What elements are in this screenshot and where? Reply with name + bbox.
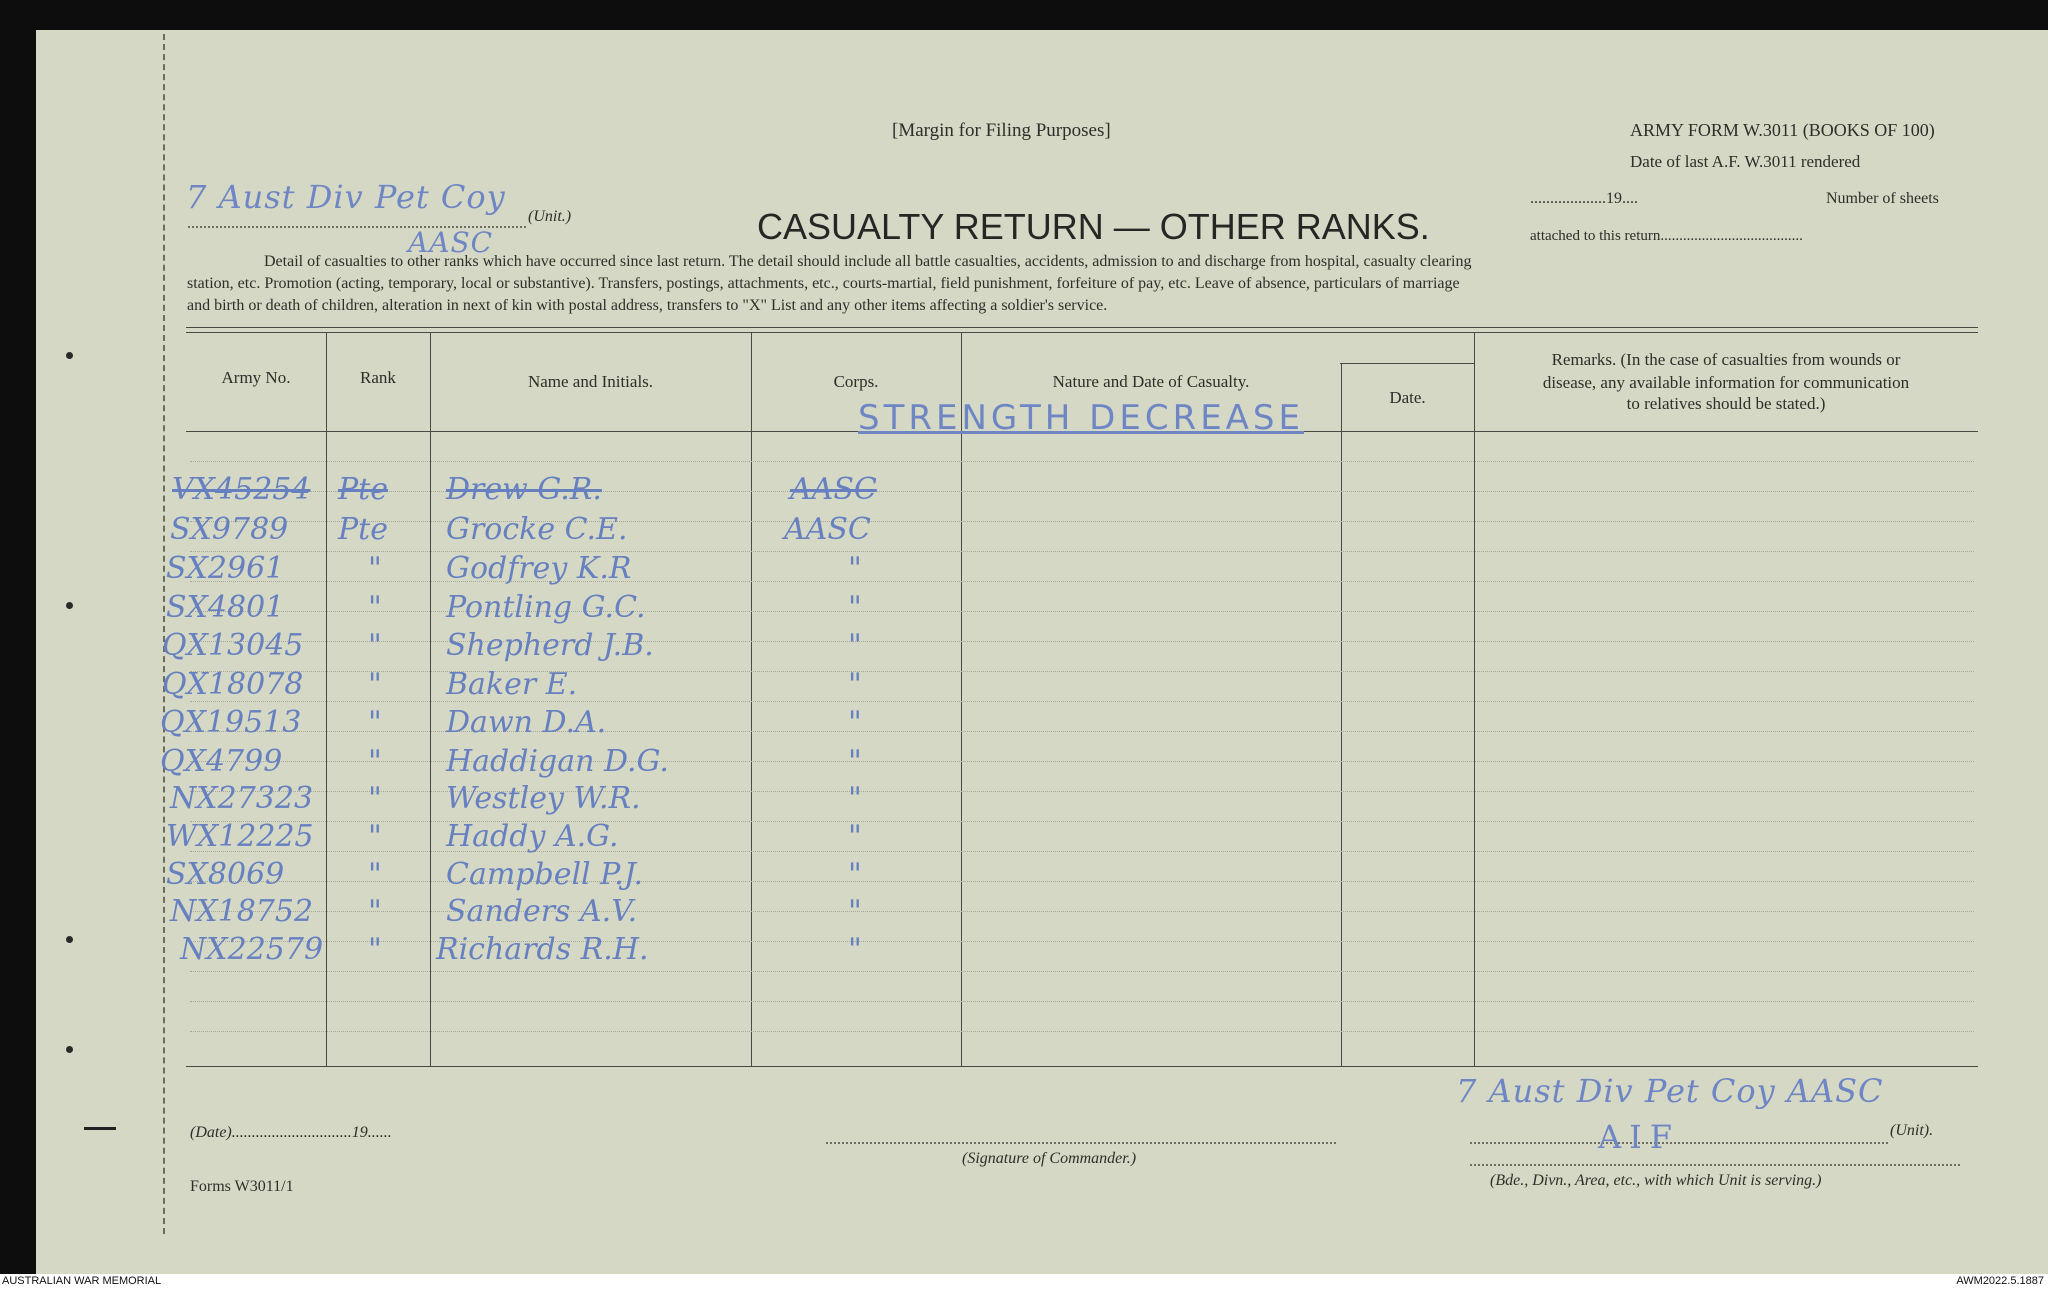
rank-cell: " [368,857,382,892]
army-no-cell: QX18078 [162,667,304,702]
name-cell: Pontling G.C. [446,590,646,625]
col-header-name: Name and Initials. [527,372,654,391]
corps-cell: " [848,857,862,892]
ruled-line [190,1031,1974,1032]
corps-cell: " [848,932,862,967]
binder-hole [66,1046,73,1053]
army-no-cell: NX22579 [180,932,324,967]
col-divider [751,332,752,1066]
corps-cell: AASC [790,472,877,507]
army-no-cell: SX9789 [170,512,289,547]
rank-cell: " [368,819,382,854]
footer-unit: (Unit). [1890,1122,1934,1139]
rank-cell: " [368,590,382,625]
rank-cell: " [368,628,382,663]
army-no-cell: SX4801 [166,590,285,625]
rank-cell: Pte [338,472,388,507]
corps-cell: " [848,628,862,663]
army-no-cell: VX45254 [172,472,311,507]
col-header-date: Date. [1389,388,1426,407]
instructions-line-1: Detail of casualties to other ranks which have occurred since last return. The detail should include all battle casualties, accidents, admission to and discharge from hospital, casualty clearing [264,253,1472,270]
name-cell: Sanders A.V. [446,894,638,929]
archive-id: AWM2022.5.1887 [1956,1275,2044,1287]
date-last-label: Date of last A.F. W.3011 rendered [1630,152,1861,171]
rank-cell: " [368,551,382,586]
bde-line [1470,1164,1960,1166]
ruled-line [190,971,1974,972]
corps-cell: " [848,781,862,816]
name-cell: Grocke C.E. [446,512,628,547]
handwritten-unit-bottom: 7 Aust Div Pet Coy AASC [1456,1072,1884,1110]
corps-cell: " [848,590,862,625]
page-title: CASUALTY RETURN — OTHER RANKS. [757,206,1430,247]
name-cell: Haddy A.G. [446,819,619,854]
binder-mark [84,1127,116,1130]
rank-cell: " [368,667,382,702]
ruled-line [190,461,1974,462]
margin-note: [Margin for Filing Purposes] [892,120,1111,141]
col-divider [961,332,962,1066]
form-id: ARMY FORM W.3011 (BOOKS OF 100) [1630,120,1935,140]
corps-cell: " [848,819,862,854]
archive-footer [0,1274,2048,1291]
handwritten-unit-corps: AASC [408,226,494,259]
army-no-cell: SX8069 [166,857,285,892]
col-header-remarks-2: disease, any available information for communication [1542,373,1910,392]
corps-cell: " [848,705,862,740]
rank-cell: " [368,705,382,740]
handwritten-strength-decrease: STRENGTH DECREASE [858,398,1305,438]
name-cell: Baker E. [446,667,578,702]
name-cell: Godfrey K.R [446,551,632,586]
corps-cell: " [848,894,862,929]
table-bottom-rule [186,1066,1978,1067]
rank-cell: " [368,932,382,967]
army-no-cell: SX2961 [166,551,285,586]
footer-bde: (Bde., Divn., Area, etc., with which Unit is serving.) [1490,1172,1822,1189]
table-top-rule-2 [186,332,1978,333]
army-no-cell: WX12225 [166,819,314,854]
col-header-rank: Rank [360,368,396,387]
corps-cell: " [848,667,862,702]
forms-code: Forms W3011/1 [190,1178,294,1195]
name-cell: Haddigan D.G. [446,744,669,779]
col-header-remarks-3: to relatives should be stated.) [1626,394,1826,413]
handwritten-unit: 7 Aust Div Pet Coy [186,178,506,216]
name-cell: Drew G.R. [446,472,602,507]
footer-date: (Date)..............................19...... [190,1124,392,1141]
name-cell: Campbell P.J. [446,857,644,892]
binder-hole [66,602,73,609]
col-divider [1341,363,1342,1066]
instructions-line-2: station, etc. Promotion (acting, temporary, local or substantive). Transfers, postings, attachments, etc., courts-martial, field punishment, forfeiture of pay, etc. Leave of absence, particulars of marriage [187,275,1460,292]
army-no-cell: NX27323 [170,781,314,816]
instructions-line-3: and birth or death of children, alteration in next of kin with postal address, transfers to "X" List and any other items affecting a soldier's service. [187,297,1108,314]
name-cell: Dawn D.A. [446,705,607,740]
attached-label: attached to this return...................................... [1530,228,1803,244]
col-header-corps: Corps. [833,372,879,391]
handwritten-aif: AIF [1598,1118,1680,1156]
army-no-cell: QX13045 [162,628,304,663]
sheets-label: Number of sheets [1826,190,1939,207]
col-divider [430,332,431,1066]
unit-label: (Unit.) [528,208,572,225]
col-divider [326,332,327,1066]
rank-cell: " [368,781,382,816]
corps-cell: AASC [784,512,871,547]
name-cell: Shepherd J.B. [446,628,654,663]
signature-line [826,1142,1336,1144]
archive-credit: AUSTRALIAN WAR MEMORIAL [2,1275,162,1287]
date-subheader-rule [1340,363,1474,364]
army-no-cell: QX19513 [160,705,302,740]
army-no-cell: QX4799 [160,744,283,779]
ruled-line [190,1001,1974,1002]
rank-cell: " [368,894,382,929]
footer-signature: (Signature of Commander.) [962,1150,1137,1167]
col-header-nature: Nature and Date of Casualty. [1052,372,1250,391]
col-header-army-no: Army No. [221,368,291,387]
name-cell: Richards R.H. [436,932,649,967]
corps-cell: " [848,551,862,586]
army-no-cell: NX18752 [170,894,314,929]
binder-hole [66,352,73,359]
rank-cell: Pte [338,512,388,547]
year-line: ...................19.... [1530,190,1638,207]
col-divider [1474,332,1475,1066]
binder-hole [66,936,73,943]
rank-cell: " [368,744,382,779]
corps-cell: " [848,744,862,779]
table-top-rule [186,327,1978,328]
name-cell: Westley W.R. [446,781,641,816]
col-header-remarks-1: Remarks. (In the case of casualties from wounds or [1551,350,1901,369]
